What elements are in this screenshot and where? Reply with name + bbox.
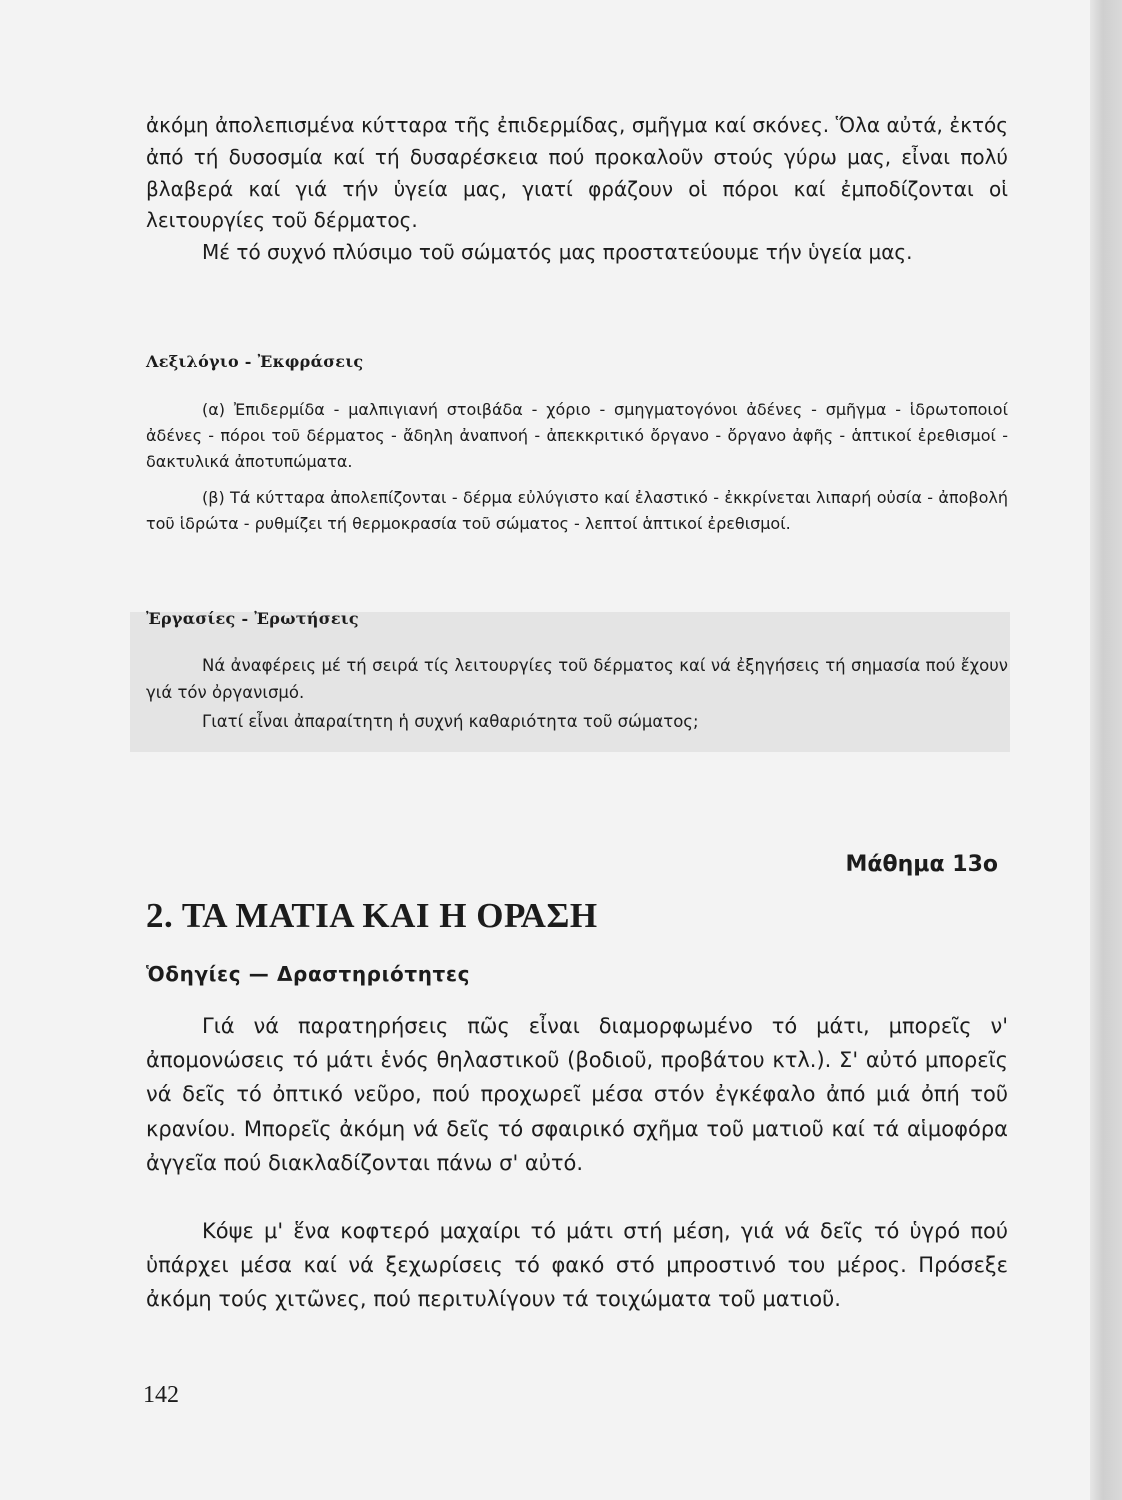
second-paragraph: Μέ τό συχνό πλύσιμο τοῦ σώματός μας προστατεύουμε τήν ὑγεία μας. xyxy=(202,240,913,264)
vocabulary-b: (β) Τά κύτταρα ἀπολεπίζονται - δέρμα εὐλύγιστο καί ἐλαστικό - ἐκκρίνεται λιπαρή οὐσία - ἀποβολή τοῦ ἱδρώτα - ρυθμίζει τή θερμοκρασία τοῦ σώματος - λεπτοί ἁπτικοί ἐρεθισμοί. xyxy=(146,488,1008,534)
instructions-paragraph-2: Κόψε μ' ἕνα κοφτερό μαχαίρι τό μάτι στή μέση, γιά νά δεῖς τό ὑγρό πού ὑπάρχει μέσα καί νά ξεχωρίσεις τό φακό στό μπροστινό του μέρος. Πρόσεξε ἀκόμη τούς χιτῶνες, πού περιτυλίγουν τά τοιχώματα τοῦ ματιοῦ. xyxy=(146,1219,1008,1312)
chapter-title: 2. ΤΑ ΜΑΤΙΑ ΚΑΙ Η ΟΡΑΣΗ xyxy=(146,896,598,935)
page-edge xyxy=(1090,0,1122,1500)
task-question-2: Γιατί εἶναι ἀπαραίτητη ἡ συχνή καθαριότητα τοῦ σώματος; xyxy=(202,712,699,731)
instructions-paragraph-1: Γιά νά παρατηρήσεις πῶς εἶναι διαμορφωμένο τό μάτι, μπορεῖς ν' ἀπομονώσεις τό μάτι ἑνός θηλαστικοῦ (βοδιοῦ, προβάτου κτλ.). Σ' αὐτό μπορεῖς νά δεῖς τό ὀπτικό νεῦρο, πού προχωρεῖ μέσα στόν ἐγκέφαλο ἀπό μιά ὀπή τοῦ κρανίου. Μπορεῖς ἀκόμη νά δεῖς τό σφαιρικό σχῆμα τοῦ ματιοῦ καί τά αἱμοφόρα ἀγγεῖα πού διακλαδίζονται πάνω σ' αὐτό. xyxy=(146,1014,1008,1175)
vocabulary-heading: Λεξιλόγιο - Ἐκφράσεις xyxy=(146,352,364,371)
tasks-heading: Ἐργασίες - Ἐρωτήσεις xyxy=(146,609,359,628)
page-number: 142 xyxy=(143,1382,179,1408)
top-paragraph: ἀκόμη ἀπολεπισμένα κύτταρα τῆς ἐπιδερμίδας, σμῆγμα καί σκόνες. Ὅλα αὐτά, ἐκτός ἀπό τή δυσοσμία καί τή δυσαρέσκεια πού προκαλοῦν στούς γύρω μας, εἶναι πολύ βλαβερά καί γιά τήν ὑγεία μας, γιατί φράζουν οἱ πόροι καί ἐμποδίζονται οἱ λειτουργίες τοῦ δέρματος. xyxy=(146,113,1008,233)
vocabulary-a: (α) Ἐπιδερμίδα - μαλπιγιανή στοιβάδα - χόριο - σμηγματογόνοι ἀδένες - σμῆγμα - ἱδρωτοποιοί ἀδένες - πόροι τοῦ δέρματος - ἄδηλη ἀναπνοή - ἀπεκκριτικό ὄργανο - ὄργανο ἀφῆς - ἁπτικοί ἐρεθισμοί - δακτυλικά ἀποτυπώματα. xyxy=(146,400,1008,472)
task-question-1: Νά ἀναφέρεις μέ τή σειρά τίς λειτουργίες τοῦ δέρματος καί νά ἐξηγήσεις τή σημασία πού ἔχουν γιά τόν ὀργανισμό. xyxy=(146,656,1008,702)
lesson-label: Μάθημα 13ο xyxy=(845,852,998,877)
instructions-heading: Ὁδηγίες — Δραστηριότητες xyxy=(146,962,471,986)
